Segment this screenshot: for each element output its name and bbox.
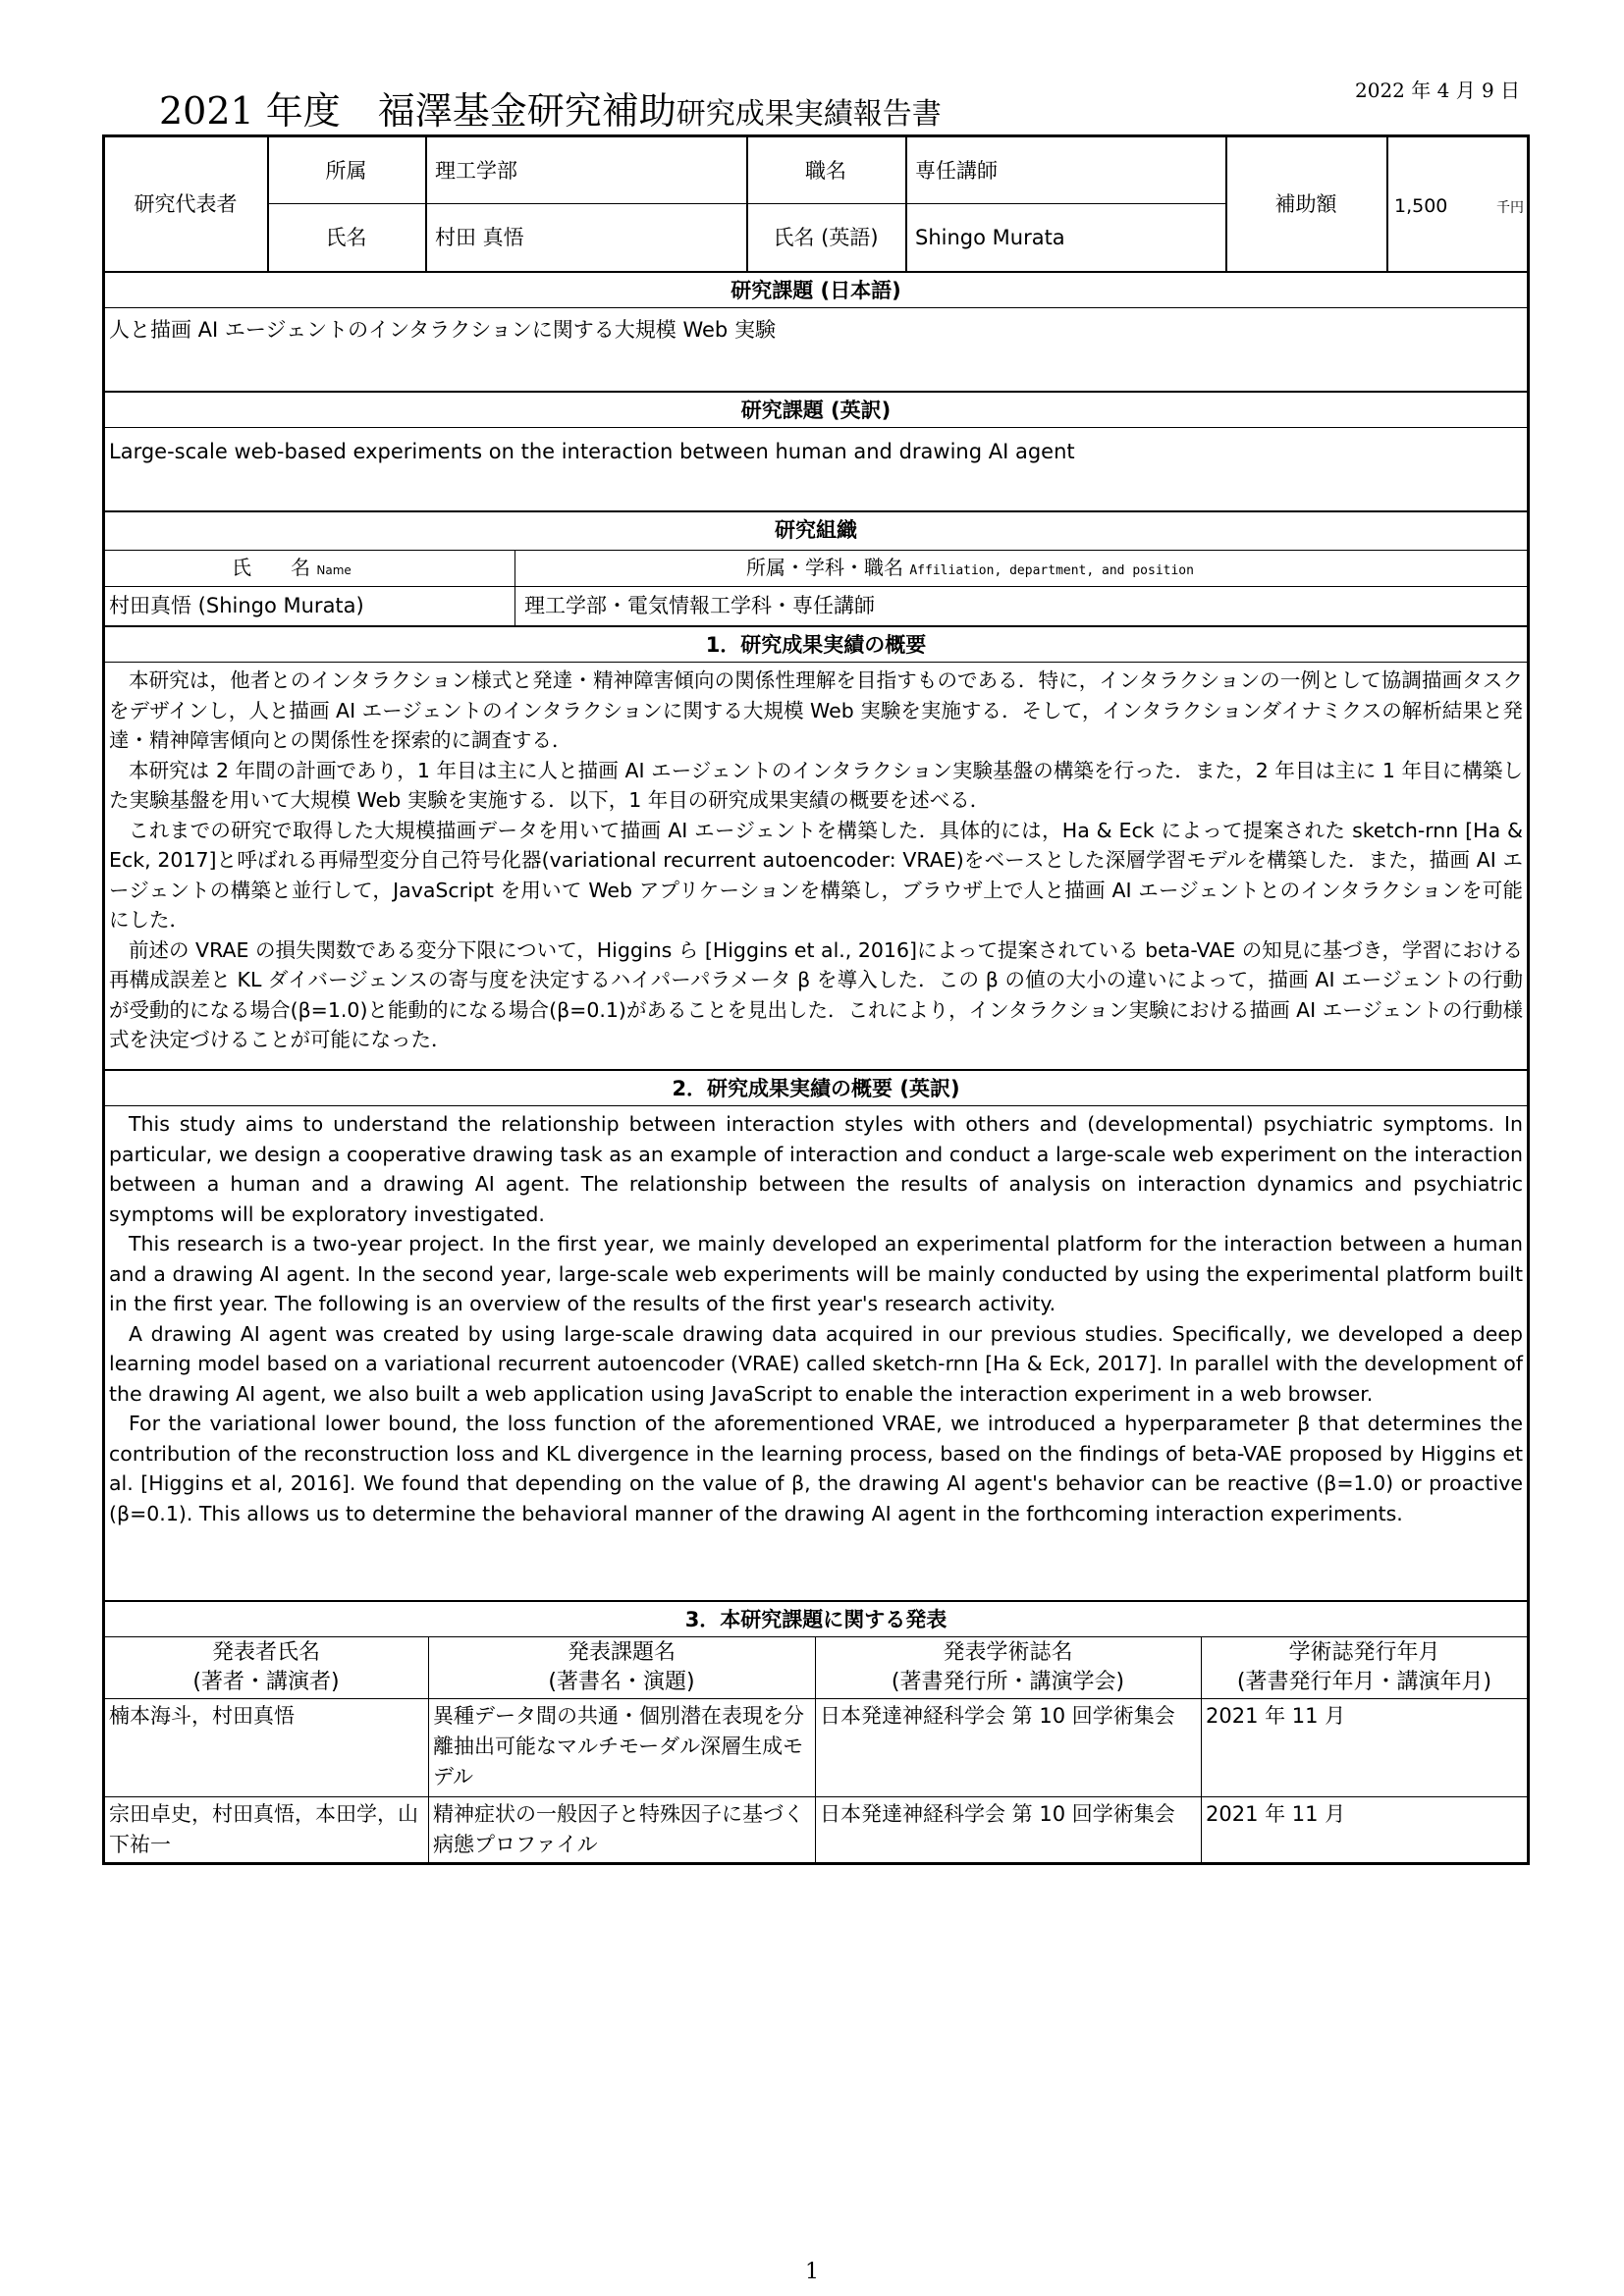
divider — [104, 625, 1528, 627]
row-title: 精神症状の一般因子と特殊因子に基づく病態プロファイル — [433, 1802, 804, 1856]
divider — [104, 1600, 1528, 1602]
summary-ja-paragraph: 前述の VRAE の損失関数である変分下限について，Higgins ら [Higgins et al., 2016]によって提案されている beta-VAE の知見に基づき，学習における再構成誤差と KL ダイバージェンスの寄与度を決定するハイパーパラメータ β を導入した．この β の値の大小の違いによって，描画 AI エージェントの行動が受動的になる場合(β=1.0)と能動的になる場合(β=0.1)があることを見出した．これにより，インタラクション実験における描画 AI エージェントの行動様式を決定づけることが可能になった． — [109, 937, 1523, 1051]
summary-ja-paragraph: 本研究は 2 年間の計画であり，1 年目は主に人と描画 AI エージェントのインタラクション実験基盤の構築を行った．また，2 年目は主に 1 年目に構築した実験基盤を用いて大規模 Web 実験を実施する．以下，1 年目の研究成果実績の概要を述べる． — [109, 758, 1523, 812]
divider — [104, 586, 1528, 587]
name-en-label: 氏名 (英語) — [773, 226, 879, 249]
name-value: 村田 真悟 — [435, 226, 524, 249]
org-col-name — [232, 554, 352, 584]
affiliation-label: 所属 — [325, 159, 367, 183]
summary-ja-heading: 1．研究成果実績の概要 — [705, 633, 927, 657]
row-venue: 日本発達神経科学会 第 10 回学術集会 — [820, 1802, 1175, 1826]
row-date: 2021 年 11 月 — [1206, 1802, 1346, 1826]
divider — [514, 550, 515, 625]
col-header-date — [1201, 1638, 1528, 1697]
page-number: 1 — [805, 2260, 819, 2284]
affiliation-value: 理工学部 — [435, 159, 517, 183]
summary-ja-paragraph: 本研究は，他者とのインタラクション様式と発達・精神障害傾向の関係性理解を目指すものである．特に，インタラクションの一例として協調描画タスクをデザインし，人と描画 AI エージェントのインタラクションに関する大規模 Web 実験を実施する．そして，インタラクションダイナミクスの解析結果と発達・精神障害傾向との関係性を探索的に調査する． — [109, 668, 1523, 752]
grant-label: 補助額 — [1274, 192, 1337, 216]
org-col-affil-en: Affiliation, department, and position — [909, 563, 1194, 578]
summary-en-paragraph: This study aims to understand the relationship between interaction styles with others and (developmental) psychiatric symptoms. In particular, we design a cooperative drawing task as an example of interaction and conduct a large-scale web experiment on the interaction between a human and a drawing AI agent. The relationship between the results of analysis on interaction dynamics and psychiatric symptoms will be exploratory investigated. — [109, 1112, 1523, 1226]
name-label: 氏名 — [325, 226, 367, 249]
org-col-name-en: Name — [316, 563, 352, 577]
divider — [104, 1069, 1528, 1071]
divider — [104, 427, 1528, 428]
divider — [104, 1636, 1528, 1637]
position-label: 職名 — [805, 159, 846, 183]
summary-en-body — [109, 1109, 1523, 1528]
theme-ja-text: 人と描画 AI エージェントのインタラクションに関する大規模 Web 実験 — [109, 318, 776, 342]
row-authors: 宗田卓史，村田真悟，本田学，山下祐一 — [109, 1802, 418, 1856]
divider — [104, 1698, 1528, 1699]
org-member-name: 村田真悟 (Shingo Murata) — [109, 594, 364, 617]
presentations-heading: 3．本研究課題に関する発表 — [684, 1608, 947, 1631]
divider — [905, 136, 907, 272]
report-date: 2022 年 4 月 9 日 — [1355, 79, 1521, 102]
org-member-affil: 理工学部・電気情報工学科・専任講師 — [524, 594, 875, 617]
summary-en-heading: 2．研究成果実績の概要 (英訳) — [672, 1077, 960, 1100]
summary-en-paragraph: For the variational lower bound, the loss function of the aforementioned VRAE, we introduced a hyperparameter β that determines the contribution of the reconstruction loss and KL divergence in the learning process, based on the findings of beta-VAE proposed by Higgins et al. [Higgins et al, 2016]. We found that depending on the value of β, the drawing AI agent's behavior can be reactive (β=1.0) or proactive (β=0.1). This allows us to determine the behavioral manner of the drawing AI agent in the forthcoming interaction experiments. — [109, 1412, 1523, 1525]
row-date: 2021 年 11 月 — [1206, 1704, 1346, 1728]
grant-unit: 千円 — [1496, 200, 1524, 216]
divider — [104, 510, 1528, 512]
col-header-line: 発表学術誌名 — [943, 1640, 1073, 1665]
divider — [104, 1105, 1528, 1106]
theme-en-text: Large-scale web-based experiments on the interaction between human and drawing AI agent — [109, 440, 1075, 463]
theme-ja-heading: 研究課題 (日本語) — [731, 279, 901, 302]
col-header-line: 学術誌発行年月 — [1288, 1640, 1440, 1665]
row-title: 異種データ間の共通・個別潜在表現を分離抽出可能なマルチモーダル深層生成モデル — [433, 1704, 804, 1789]
org-col-affil-ja: 所属・学科・職名 — [746, 556, 903, 579]
representative-label: 研究代表者 — [134, 192, 238, 216]
org-col-affil — [746, 554, 1194, 585]
summary-en-paragraph: This research is a two-year project. In the first year, we mainly developed an experimental platform for the interaction between a human and a drawing AI agent. In the second year, large-scale web experiments will be mainly conducted by using the experimental platform built in the first year. The following is an overview of the results of the first year's research activity. — [109, 1232, 1523, 1315]
summary-ja-paragraph: これまでの研究で取得した大規模描画データを用いて描画 AI エージェントを構築した．具体的には，Ha & Eck によって提案された sketch-rnn [Ha & Eck, 2017]と呼ばれる再帰型変分自己符号化器(variational recurrent autoencoder: VRAE)をベースとした深層学習モデルを構築した．また，描画 AI エージェントの構築と並行して，JavaScript を用いて Web アプリケーションを構築し，ブラウザ上で人と描画 AI エージェントとのインタラクションを可能にした． — [109, 818, 1523, 932]
col-header-line: (著者・講演者) — [192, 1670, 340, 1694]
title-sub: 研究成果実績報告書 — [676, 97, 942, 132]
col-header-line: 発表者氏名 — [211, 1640, 320, 1665]
divider — [104, 271, 1528, 273]
summary-en-paragraph: A drawing AI agent was created by using large-scale drawing data acquired in our previous studies. Specifically, we developed a deep learning model based on a variational recurrent autoencoder (VRAE) called sketch-rnn [Ha & Eck, 2017]. In parallel with the development of the drawing AI agent, we also built a web application using JavaScript to enable the interaction experiment in a web browser. — [109, 1321, 1523, 1406]
grant-value: 1,500 — [1394, 195, 1448, 217]
divider — [104, 307, 1528, 308]
col-header-line: (著書発行所・講演学会) — [891, 1670, 1125, 1694]
divider — [104, 1796, 1528, 1797]
divider — [267, 203, 1225, 204]
divider — [1386, 136, 1388, 272]
col-header-line: (著書発行年月・講演年月) — [1236, 1670, 1492, 1694]
row-authors: 楠本海斗，村田真悟 — [109, 1704, 295, 1728]
document-title — [159, 80, 942, 134]
col-header-venue — [815, 1638, 1201, 1697]
col-header-title — [428, 1638, 815, 1697]
org-col-name-ja: 氏 名 — [232, 556, 310, 579]
title-main: 2021 年度 福澤基金研究補助 — [159, 89, 677, 133]
col-header-line: (著書名・演題) — [548, 1670, 695, 1694]
divider — [104, 662, 1528, 663]
row-venue: 日本発達神経科学会 第 10 回学術集会 — [820, 1704, 1175, 1728]
col-header-authors — [104, 1638, 428, 1697]
divider — [425, 136, 427, 272]
organization-heading: 研究組織 — [775, 518, 857, 542]
name-en-value: Shingo Murata — [915, 226, 1065, 249]
summary-ja-body — [109, 666, 1523, 1055]
position-value: 専任講師 — [915, 159, 998, 183]
divider — [104, 391, 1528, 393]
divider — [104, 550, 1528, 551]
col-header-line: 発表課題名 — [567, 1640, 676, 1665]
theme-en-heading: 研究課題 (英訳) — [740, 399, 892, 422]
